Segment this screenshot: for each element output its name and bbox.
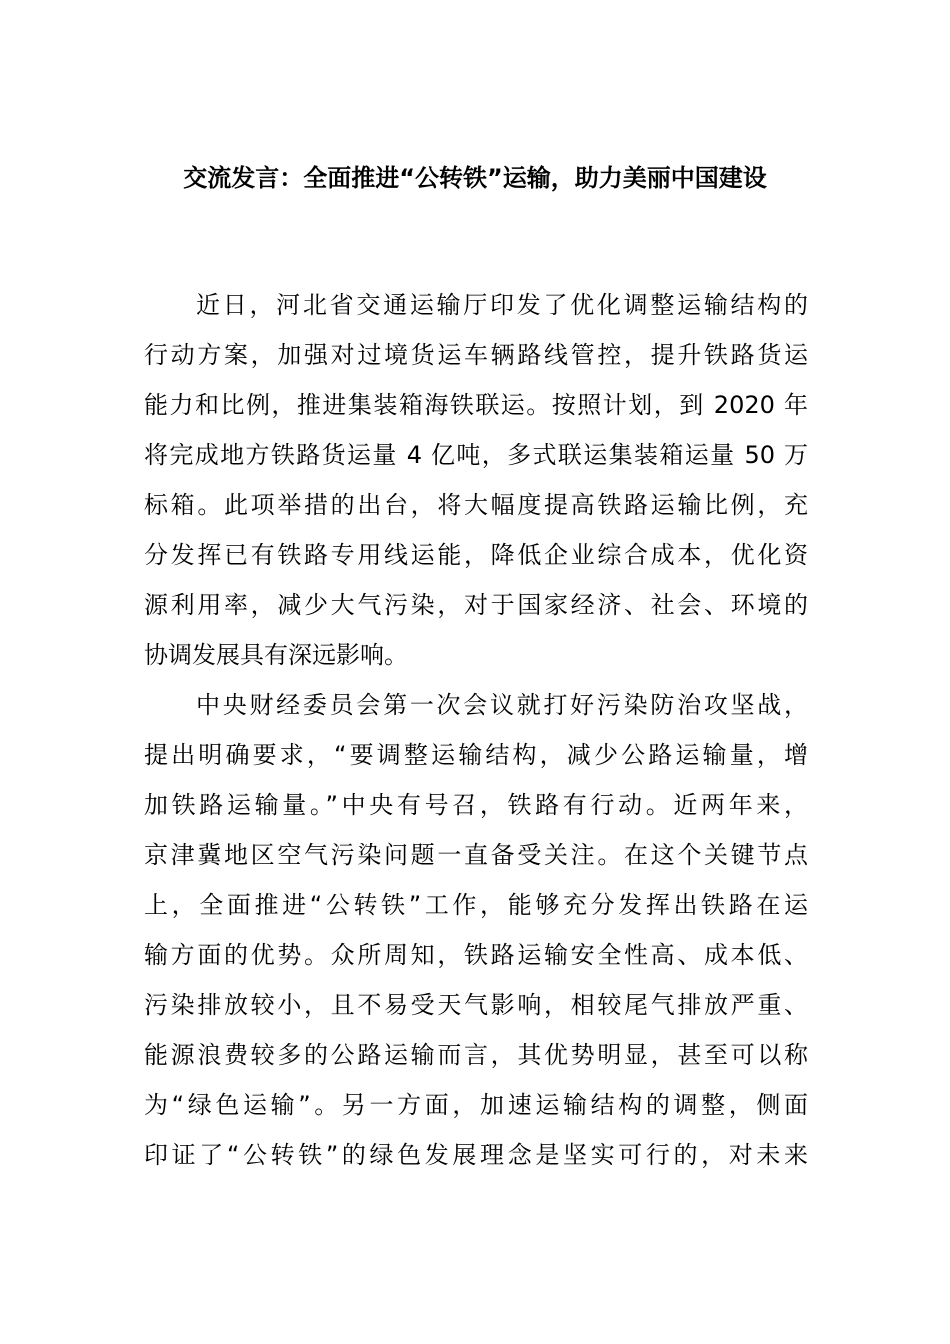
document-body <box>144 280 808 1180</box>
text-line: 为“绿色运输”。另一方面，加速运输结构的调整，侧面 <box>144 1091 808 1119</box>
document-title: 交流发言：全面推进“公转铁”运输，助力美丽中国建设 <box>183 164 767 192</box>
text-line: 污染排放较小，且不易受天气影响，相较尾气排放严重、 <box>144 991 808 1019</box>
text-line: 上，全面推进“公转铁”工作，能够充分发挥出铁路在运 <box>144 891 808 919</box>
text-line: 输方面的优势。众所周知，铁路运输安全性高、成本低、 <box>144 941 808 969</box>
text-line: 协调发展具有深远影响。 <box>144 641 408 669</box>
text-line: 加铁路运输量。”中央有号召，铁路有行动。近两年来， <box>144 791 808 819</box>
text-line: 中央财经委员会第一次会议就打好污染防治攻坚战， <box>196 691 808 719</box>
text-line: 源利用率，减少大气污染，对于国家经济、社会、环境的 <box>144 591 808 619</box>
paragraph-2 <box>144 680 808 1180</box>
text-line: 行动方案，加强对过境货运车辆路线管控，提升铁路货运 <box>144 341 808 369</box>
text-line: 能源浪费较多的公路运输而言，其优势明显，甚至可以称 <box>144 1041 808 1069</box>
text-line: 标箱。此项举措的出台，将大幅度提高铁路运输比例，充 <box>144 491 808 519</box>
text-line: 京津冀地区空气污染问题一直备受关注。在这个关键节点 <box>144 841 808 869</box>
text-line: 分发挥已有铁路专用线运能，降低企业综合成本，优化资 <box>144 541 808 569</box>
paragraph-1 <box>144 280 808 680</box>
text-line: 近日，河北省交通运输厅印发了优化调整运输结构的 <box>196 291 808 319</box>
text-line: 提出明确要求，“要调整运输结构，减少公路运输量，增 <box>144 741 808 769</box>
text-line: 将完成地方铁路货运量 4 亿吨，多式联运集装箱运量 50 万 <box>144 441 808 469</box>
text-line: 能力和比例，推进集装箱海铁联运。按照计划，到 2020 年 <box>144 391 808 419</box>
text-line: 印证了“公转铁”的绿色发展理念是坚实可行的，对未来 <box>144 1141 808 1169</box>
